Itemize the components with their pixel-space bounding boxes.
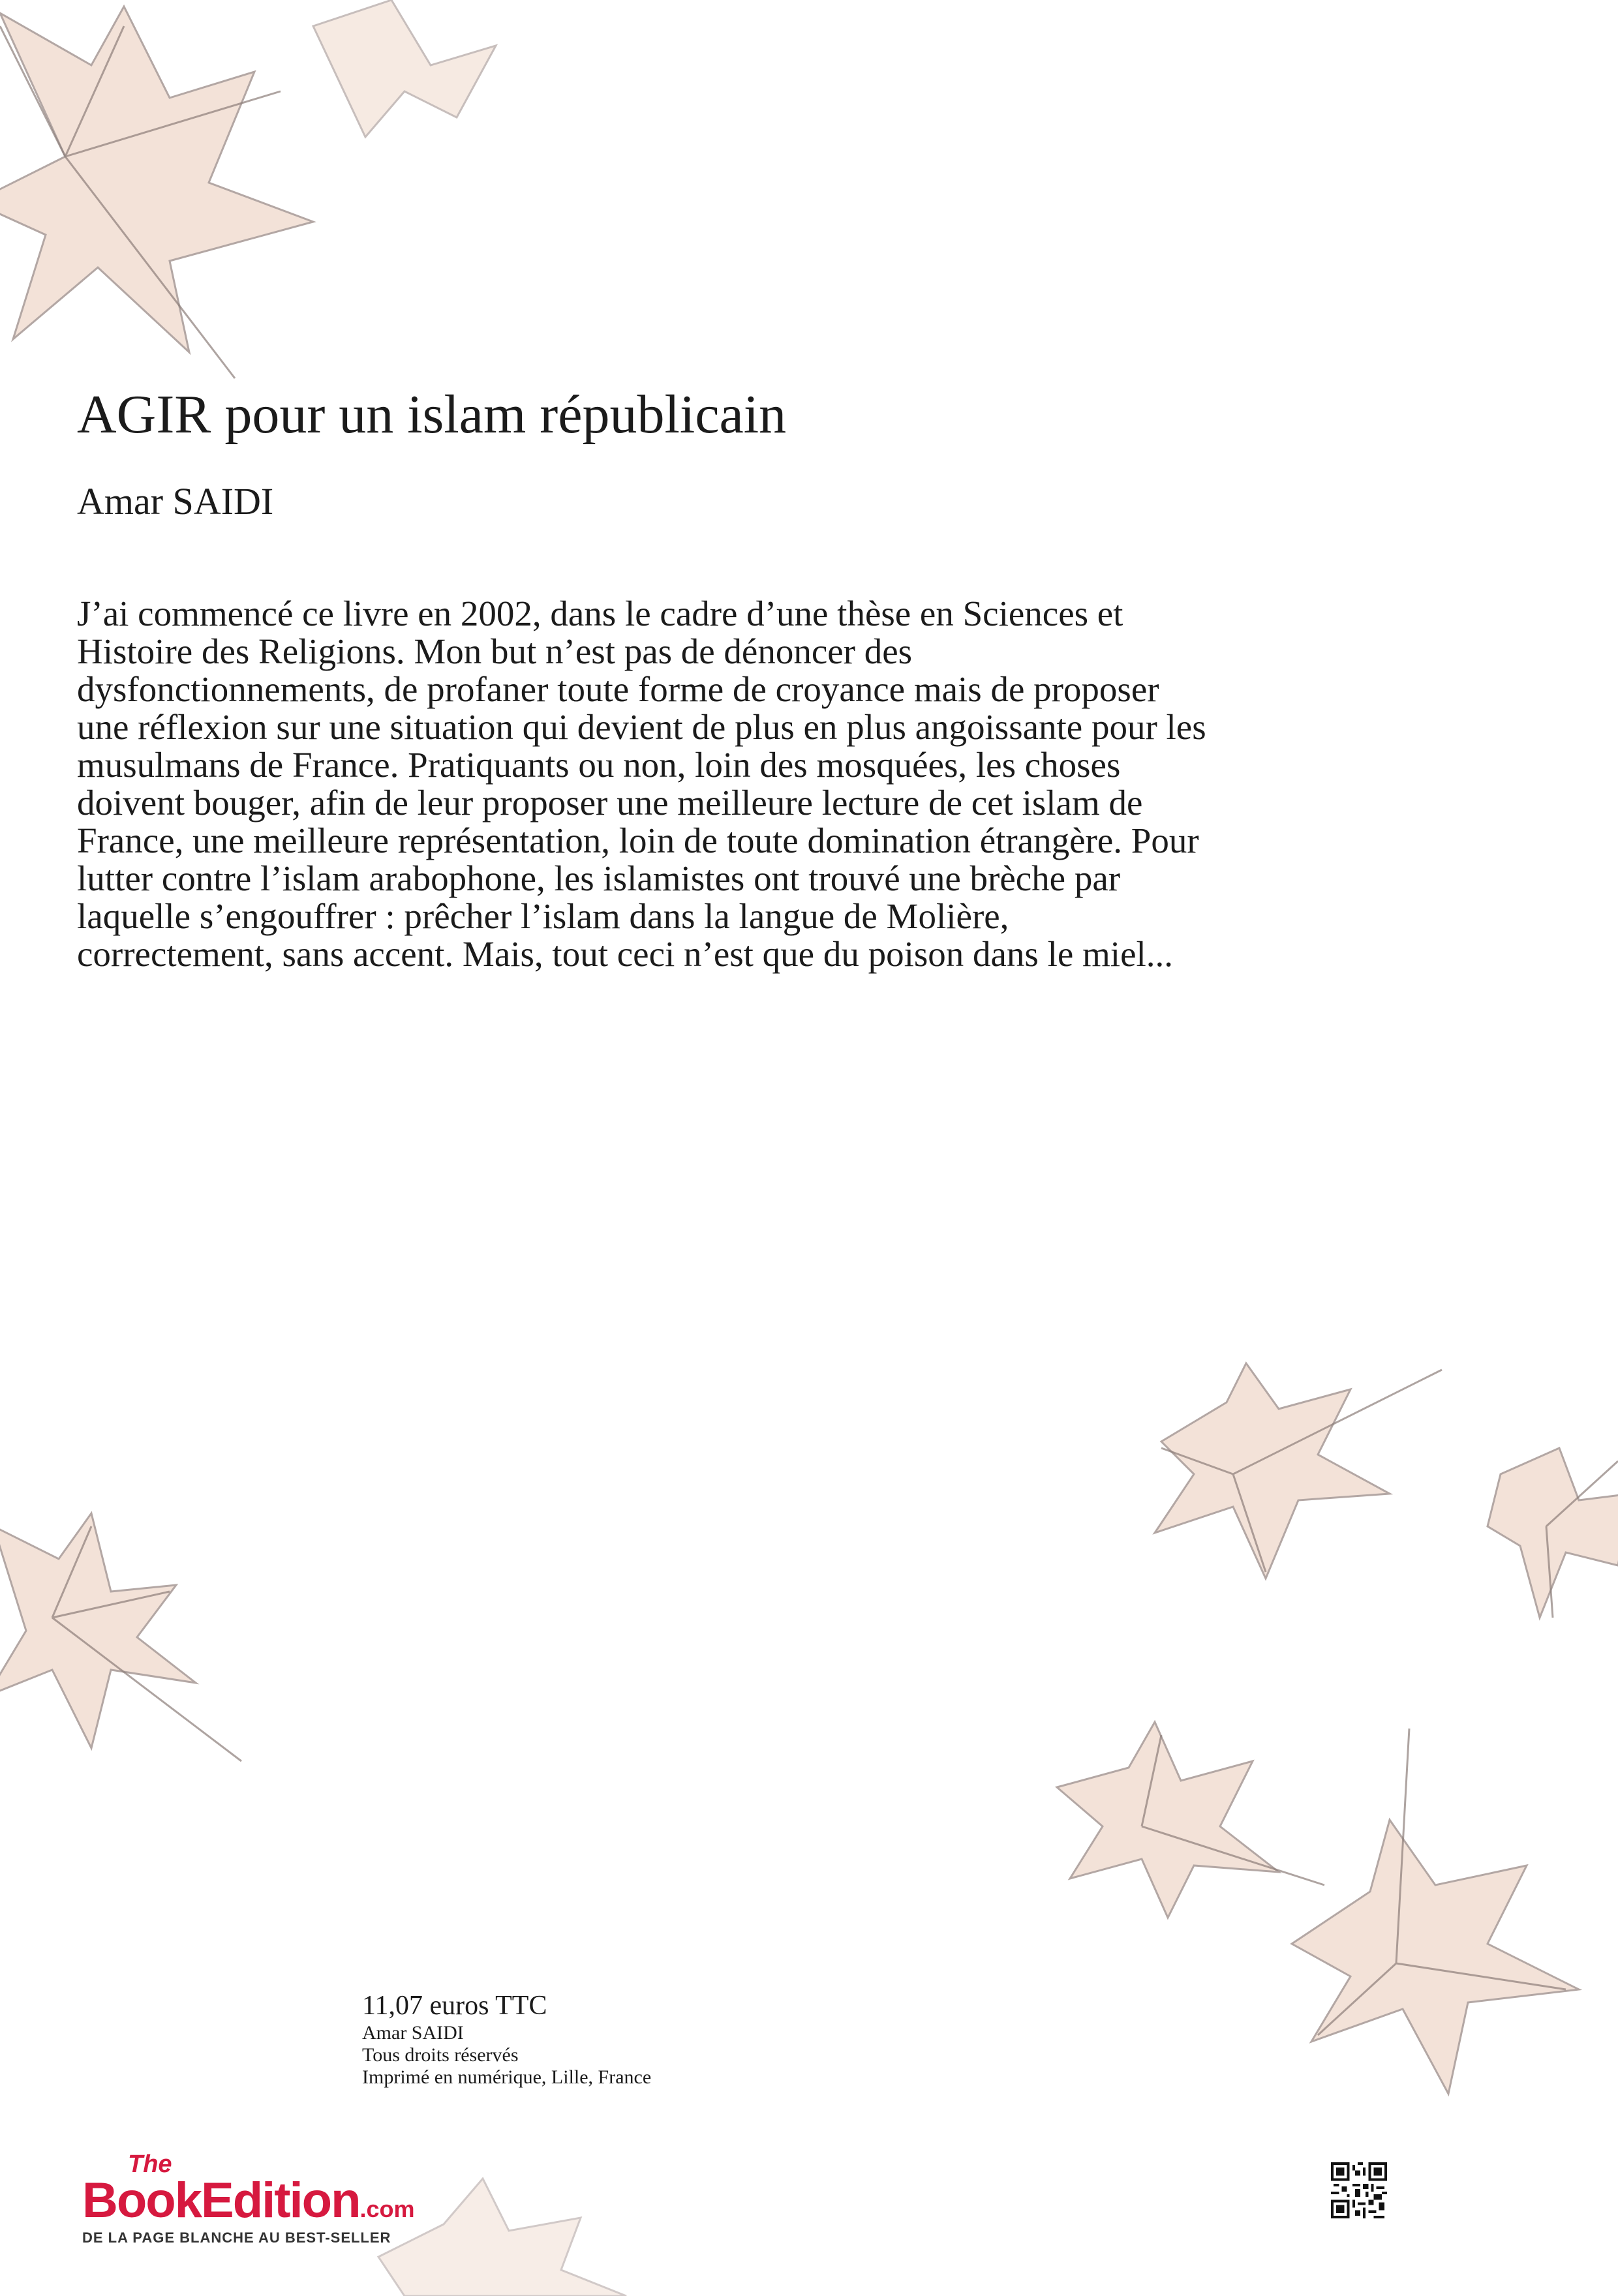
rights-notice: Tous droits réservés — [362, 2044, 519, 2066]
leaf-illustration-top-left — [0, 0, 509, 404]
leaf-illustration-mid-right — [1135, 1363, 1448, 1598]
book-title: AGIR pour un islam républicain — [77, 384, 787, 445]
imprint-author: Amar SAIDI — [362, 2022, 464, 2044]
imprint-block — [362, 1989, 651, 2089]
logo-the-text: The — [128, 2151, 172, 2178]
publisher-tagline: DE LA PAGE BLANCHE AU BEST-SELLER — [82, 2229, 391, 2246]
leaf-illustration-bottom-right — [1240, 1729, 1618, 2146]
logo-name-text: BookEdition — [82, 2173, 360, 2228]
publisher-logo — [82, 2152, 415, 2246]
leaf-illustration-bottom-left — [0, 1500, 254, 1774]
book-synopsis: J’ai commencé ce livre en 2002, dans le cadre d’une thèse en Sciences et Histoire des Religions. Mon but n’est pas de dénoncer des dysfonctionnements, de profaner toute forme de croyance mais de proposer une réflexion sur une situation qui devient de plus en plus angoissante pour les musulmans de France. Pratiquants ou non, loin des mosquées, les choses doivent bouger, afin de leur proposer une meilleure lecture de cet islam de France, une meilleure représentation, loin de toute domination étrangère. Pour lutter contre l’islam arabophone, les islamistes ont trouvé une brèche par laquelle s’engouffrer : prêcher l’islam dans la langue de Molière, correctement, sans accent. Mais, tout ceci n’est que du poison dans le miel... — [77, 594, 1206, 974]
book-author: Amar SAIDI — [77, 480, 274, 522]
leaf-illustration-far-right — [1488, 1435, 1618, 1631]
price-label: 11,07 euros TTC — [362, 1991, 547, 2021]
print-location: Imprimé en numérique, Lille, France — [362, 2066, 652, 2088]
logo-domain-text: .com — [359, 2196, 415, 2222]
qr-code-icon — [1331, 2162, 1387, 2218]
